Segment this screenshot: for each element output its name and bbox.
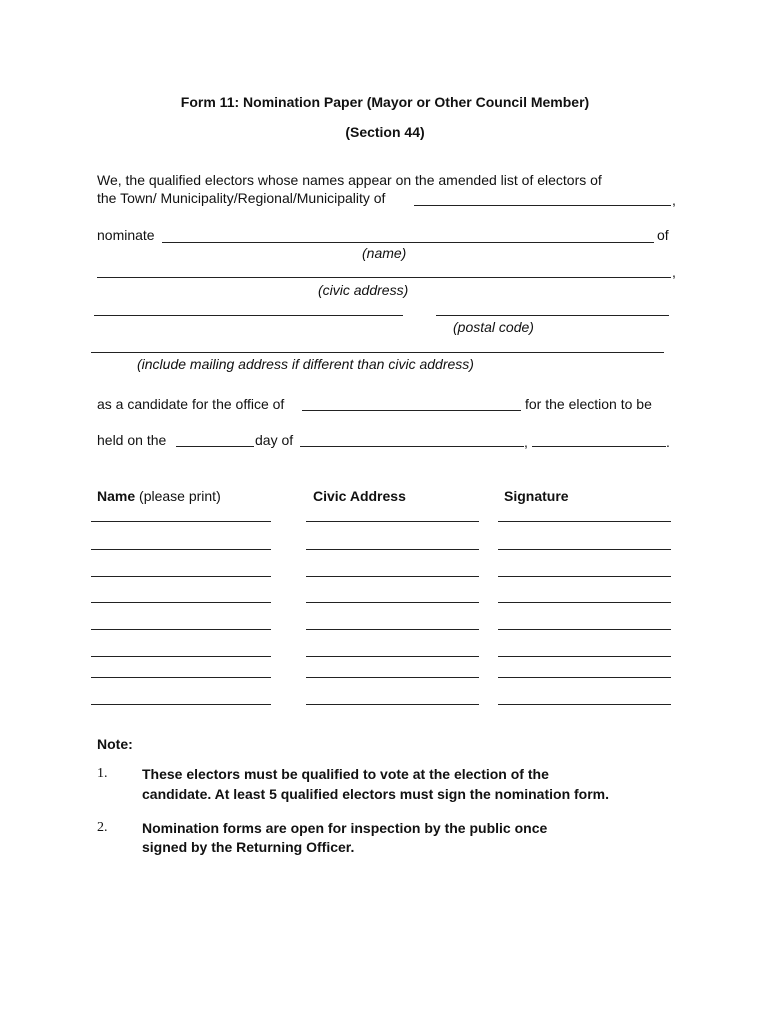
civic-address-caption: (civic address) — [318, 282, 409, 298]
comma: , — [672, 192, 676, 208]
name-column-header: Name (please print) — [97, 488, 221, 504]
elector-signature-field[interactable] — [498, 629, 671, 630]
note-text-line: Nomination forms are open for inspection by the public once — [142, 820, 548, 836]
postal-code-caption: (postal code) — [453, 319, 534, 335]
elector-civic-address-field[interactable] — [306, 576, 479, 577]
section-reference: (Section 44) — [345, 124, 425, 140]
elector-name-field[interactable] — [91, 629, 271, 630]
intro-line-2: the Town/ Municipality/Regional/Municipality of — [97, 190, 386, 206]
elector-civic-address-field[interactable] — [306, 549, 479, 550]
elector-civic-address-field[interactable] — [306, 677, 479, 678]
month-field[interactable] — [300, 446, 524, 447]
note-number: 1. — [97, 766, 108, 781]
elector-signature-field[interactable] — [498, 602, 671, 603]
note-text-line: signed by the Returning Officer. — [142, 839, 355, 855]
intro-line-1: We, the qualified electors whose names appear on the amended list of electors of — [97, 172, 602, 188]
elector-name-field[interactable] — [91, 677, 271, 678]
municipality-field[interactable] — [414, 205, 671, 206]
day-of-label: day of — [255, 432, 294, 448]
note-number: 2. — [97, 820, 108, 835]
elector-civic-address-field[interactable] — [306, 629, 479, 630]
elector-name-field[interactable] — [91, 656, 271, 657]
office-field[interactable] — [302, 410, 521, 411]
nominate-label: nominate — [97, 227, 155, 243]
name-caption: (name) — [362, 245, 407, 261]
mailing-address-field[interactable] — [91, 352, 664, 353]
election-label: for the election to be — [525, 396, 652, 412]
period: . — [666, 434, 670, 450]
elector-signature-field[interactable] — [498, 521, 671, 522]
day-field[interactable] — [176, 446, 254, 447]
held-on-label: held on the — [97, 432, 167, 448]
note-text-line: candidate. At least 5 qualified electors must sign the nomination form. — [142, 786, 610, 802]
of-label: of — [657, 227, 669, 243]
elector-name-field[interactable] — [91, 704, 271, 705]
elector-name-field[interactable] — [91, 549, 271, 550]
elector-signature-field[interactable] — [498, 704, 671, 705]
elector-civic-address-field[interactable] — [306, 704, 479, 705]
form-title: Form 11: Nomination Paper (Mayor or Other Council Member) — [180, 94, 590, 110]
elector-civic-address-field[interactable] — [306, 656, 479, 657]
note-text-line: These electors must be qualified to vote at the election of the — [142, 766, 549, 782]
comma: , — [524, 434, 528, 450]
elector-signature-field[interactable] — [498, 677, 671, 678]
postal-code-field[interactable] — [436, 315, 669, 316]
elector-signature-field[interactable] — [498, 549, 671, 550]
candidate-office-label: as a candidate for the office of — [97, 396, 285, 412]
address-continuation-field[interactable] — [94, 315, 403, 316]
civic-address-field[interactable] — [97, 277, 671, 278]
civic-address-column-header: Civic Address — [313, 488, 406, 504]
elector-name-field[interactable] — [91, 521, 271, 522]
comma: , — [672, 264, 676, 280]
elector-name-field[interactable] — [91, 576, 271, 577]
year-field[interactable] — [532, 446, 666, 447]
elector-signature-field[interactable] — [498, 576, 671, 577]
elector-civic-address-field[interactable] — [306, 521, 479, 522]
elector-civic-address-field[interactable] — [306, 602, 479, 603]
signature-column-header: Signature — [504, 488, 569, 504]
elector-name-field[interactable] — [91, 602, 271, 603]
note-heading: Note: — [97, 736, 133, 752]
candidate-name-field[interactable] — [162, 242, 654, 243]
mailing-address-caption: (include mailing address if different than civic address) — [137, 356, 474, 372]
elector-signature-field[interactable] — [498, 656, 671, 657]
